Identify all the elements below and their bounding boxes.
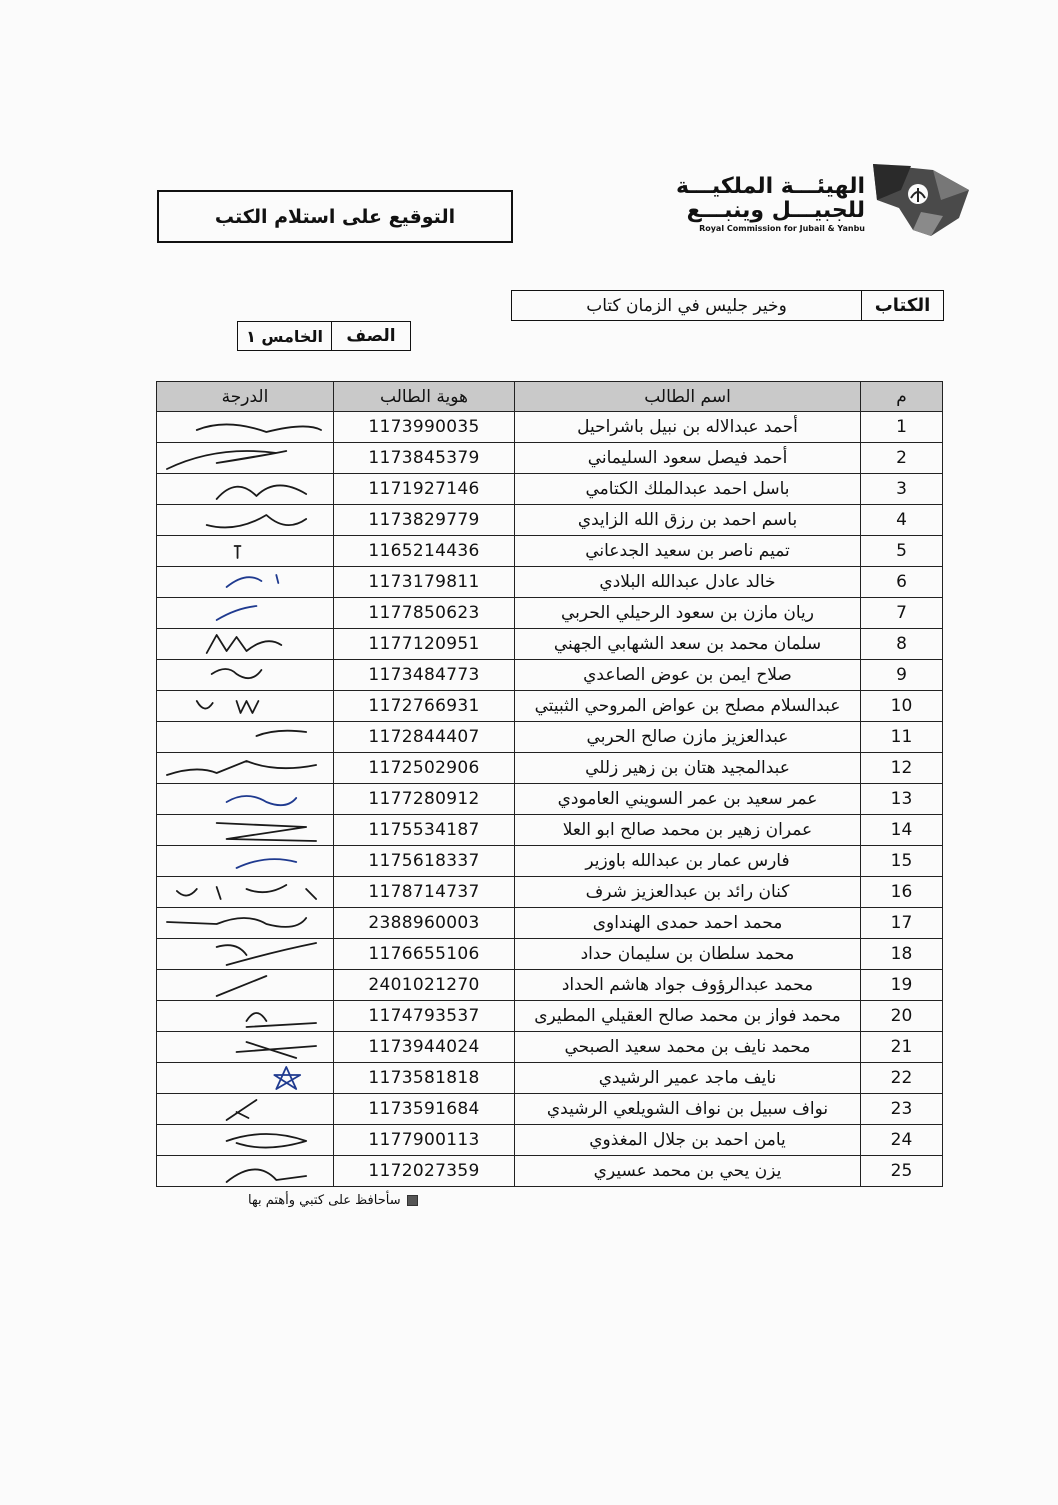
table-row xyxy=(157,939,943,970)
student-name: أحمد فيصل سعود السليماني xyxy=(515,443,861,474)
students-table xyxy=(156,381,943,1187)
signature-icon xyxy=(157,846,333,876)
row-number: 11 xyxy=(861,722,943,753)
table-row xyxy=(157,1125,943,1156)
table-row xyxy=(157,1032,943,1063)
student-id: 2401021270 xyxy=(334,970,515,1001)
student-name: عمر سعيد بن عمر السويني العامودي xyxy=(515,784,861,815)
commission-logo xyxy=(675,160,977,240)
student-name: باسل احمد عبدالملك الكتامي xyxy=(515,474,861,505)
student-id: 1178714737 xyxy=(334,877,515,908)
table-row xyxy=(157,970,943,1001)
row-number: 17 xyxy=(861,908,943,939)
student-id: 1172027359 xyxy=(334,1156,515,1187)
row-number: 21 xyxy=(861,1032,943,1063)
header-id: هوية الطالب xyxy=(334,382,515,412)
signature-icon xyxy=(157,1156,333,1186)
row-number: 4 xyxy=(861,505,943,536)
student-id: 1173845379 xyxy=(334,443,515,474)
student-name: عبدالمجيد هتان بن زهير زللي xyxy=(515,753,861,784)
grade-signature xyxy=(157,1001,334,1032)
signature-icon xyxy=(157,753,333,783)
class-value: الخامس ١ xyxy=(246,326,323,346)
signature-icon xyxy=(157,970,333,1000)
student-name: محمد احمد حمدى الهنداوى xyxy=(515,908,861,939)
signature-icon xyxy=(157,691,333,721)
grade-signature xyxy=(157,691,334,722)
logo-english-name: Royal Commission for Jubail & Yanbu xyxy=(699,224,865,233)
row-number: 22 xyxy=(861,1063,943,1094)
book-label: الكتاب xyxy=(861,291,943,320)
row-number: 14 xyxy=(861,815,943,846)
signature-icon xyxy=(157,815,333,845)
bullet-icon xyxy=(407,1195,418,1206)
table-row xyxy=(157,753,943,784)
student-id: 1172844407 xyxy=(334,722,515,753)
book-field xyxy=(511,290,944,321)
student-name: محمد عبدالرؤوف جواد هاشم الحداد xyxy=(515,970,861,1001)
footer-note-text: سأحافظ على كتبي وأهتم بها xyxy=(248,1193,401,1208)
row-number: 25 xyxy=(861,1156,943,1187)
signature-icon xyxy=(157,1001,333,1031)
grade-signature xyxy=(157,1094,334,1125)
signature-icon xyxy=(157,1063,333,1093)
signature-icon xyxy=(157,629,333,659)
grade-signature xyxy=(157,908,334,939)
row-number: 13 xyxy=(861,784,943,815)
student-id: 1175618337 xyxy=(334,846,515,877)
table-row xyxy=(157,474,943,505)
row-number: 20 xyxy=(861,1001,943,1032)
student-id: 1173829779 xyxy=(334,505,515,536)
row-number: 15 xyxy=(861,846,943,877)
grade-signature xyxy=(157,815,334,846)
header-grade: الدرجة xyxy=(157,382,334,412)
row-number: 6 xyxy=(861,567,943,598)
row-number: 5 xyxy=(861,536,943,567)
student-name: خالد عادل عبدالله البلادي xyxy=(515,567,861,598)
grade-signature xyxy=(157,536,334,567)
signature-icon xyxy=(157,939,333,969)
student-id: 1176655106 xyxy=(334,939,515,970)
student-id: 1173179811 xyxy=(334,567,515,598)
table-row xyxy=(157,877,943,908)
grade-signature xyxy=(157,412,334,443)
signature-icon xyxy=(157,877,333,907)
student-id: 1171927146 xyxy=(334,474,515,505)
table-row xyxy=(157,1094,943,1125)
signature-icon xyxy=(157,598,333,628)
header-name: اسم الطالب xyxy=(515,382,861,412)
grade-signature xyxy=(157,474,334,505)
row-number: 1 xyxy=(861,412,943,443)
student-name: يزن يحي بن محمد عسيري xyxy=(515,1156,861,1187)
row-number: 23 xyxy=(861,1094,943,1125)
logo-arabic-line1: الهيئـــة الملكيـــة xyxy=(675,174,865,199)
grade-signature xyxy=(157,1063,334,1094)
table-row xyxy=(157,908,943,939)
row-number: 24 xyxy=(861,1125,943,1156)
student-name: ريان مازن بن سعود الرحيلي الحربي xyxy=(515,598,861,629)
signature-icon xyxy=(157,660,333,690)
footer-note xyxy=(248,1193,418,1208)
student-name: محمد سلطان بن سليمان حداد xyxy=(515,939,861,970)
student-id: 1177900113 xyxy=(334,1125,515,1156)
grade-signature xyxy=(157,598,334,629)
row-number: 16 xyxy=(861,877,943,908)
student-name: سلمان محمد بن سعد الشهابي الجهني xyxy=(515,629,861,660)
signature-icon xyxy=(157,1094,333,1124)
row-number: 2 xyxy=(861,443,943,474)
grade-signature xyxy=(157,784,334,815)
row-number: 8 xyxy=(861,629,943,660)
student-name: عبدالعزيز مازن صالح الحربي xyxy=(515,722,861,753)
student-name: نايف ماجد عمير الرشيدي xyxy=(515,1063,861,1094)
student-id: 1173944024 xyxy=(334,1032,515,1063)
table-row xyxy=(157,536,943,567)
student-id: 1173990035 xyxy=(334,412,515,443)
student-id: 1177120951 xyxy=(334,629,515,660)
student-id: 2388960003 xyxy=(334,908,515,939)
student-id: 1165214436 xyxy=(334,536,515,567)
student-id: 1173591684 xyxy=(334,1094,515,1125)
grade-signature xyxy=(157,1032,334,1063)
table-row xyxy=(157,722,943,753)
table-row xyxy=(157,598,943,629)
grade-signature xyxy=(157,753,334,784)
row-number: 18 xyxy=(861,939,943,970)
grade-signature xyxy=(157,629,334,660)
logo-arabic-line2: للجبيـــل وينبـــع xyxy=(686,198,865,223)
table-row xyxy=(157,1063,943,1094)
grade-signature xyxy=(157,846,334,877)
student-id: 1177280912 xyxy=(334,784,515,815)
signature-icon xyxy=(157,784,333,814)
signature-icon xyxy=(157,567,333,597)
student-name: عبدالسلام مصلح بن عواض المروحي الثبيتي xyxy=(515,691,861,722)
table-row xyxy=(157,660,943,691)
grade-signature xyxy=(157,1156,334,1187)
student-id: 1174793537 xyxy=(334,1001,515,1032)
student-id: 1172502906 xyxy=(334,753,515,784)
signature-icon xyxy=(157,443,333,473)
student-id: 1177850623 xyxy=(334,598,515,629)
table-row xyxy=(157,567,943,598)
grade-signature xyxy=(157,722,334,753)
student-name: تميم ناصر بن سعيد الجدعاني xyxy=(515,536,861,567)
class-field xyxy=(237,321,411,351)
student-name: عمران زهير بن محمد صالح ابو العلا xyxy=(515,815,861,846)
table-row xyxy=(157,1156,943,1187)
row-number: 12 xyxy=(861,753,943,784)
student-name: نواف سبيل بن نواف الشويلعي الرشيدي xyxy=(515,1094,861,1125)
student-name: محمد نايف بن محمد سعيد الصبحي xyxy=(515,1032,861,1063)
table-row xyxy=(157,629,943,660)
student-id: 1173581818 xyxy=(334,1063,515,1094)
student-name: فارس عمار بن عبدالله باوزير xyxy=(515,846,861,877)
table-row xyxy=(157,815,943,846)
student-id: 1175534187 xyxy=(334,815,515,846)
table-row xyxy=(157,1001,943,1032)
emblem-icon xyxy=(871,160,975,238)
row-number: 7 xyxy=(861,598,943,629)
book-value: وخير جليس في الزمان كتاب xyxy=(586,295,787,316)
table-row xyxy=(157,505,943,536)
grade-signature xyxy=(157,505,334,536)
signature-icon xyxy=(157,474,333,504)
grade-signature xyxy=(157,567,334,598)
grade-signature xyxy=(157,1125,334,1156)
row-number: 3 xyxy=(861,474,943,505)
student-name: صلاح ايمن بن عوض الصاعدي xyxy=(515,660,861,691)
signature-icon xyxy=(157,536,333,566)
signature-icon xyxy=(157,412,333,442)
signature-icon xyxy=(157,1125,333,1155)
student-name: باسم احمد بن رزق الله الزايدي xyxy=(515,505,861,536)
student-name: كنان رائد بن عبدالعزيز شرف xyxy=(515,877,861,908)
student-id: 1173484773 xyxy=(334,660,515,691)
grade-signature xyxy=(157,877,334,908)
header-num: م xyxy=(861,382,943,412)
signature-icon xyxy=(157,505,333,535)
grade-signature xyxy=(157,970,334,1001)
grade-signature xyxy=(157,939,334,970)
table-row xyxy=(157,691,943,722)
grade-signature xyxy=(157,443,334,474)
table-row xyxy=(157,784,943,815)
class-label: الصف xyxy=(331,322,410,350)
signature-icon xyxy=(157,908,333,938)
table-row xyxy=(157,412,943,443)
page-title: التوقيع على استلام الكتب xyxy=(157,190,513,243)
signature-icon xyxy=(157,722,333,752)
signature-icon xyxy=(157,1032,333,1062)
row-number: 19 xyxy=(861,970,943,1001)
table-row xyxy=(157,443,943,474)
student-name: محمد فواز بن محمد صالح العقيلي المطيرى xyxy=(515,1001,861,1032)
student-name: أحمد عبدالاله بن نبيل باشراحيل xyxy=(515,412,861,443)
student-id: 1172766931 xyxy=(334,691,515,722)
row-number: 9 xyxy=(861,660,943,691)
student-name: يامن احمد بن جلال المغذوي xyxy=(515,1125,861,1156)
table-header-row xyxy=(157,382,943,412)
table-row xyxy=(157,846,943,877)
grade-signature xyxy=(157,660,334,691)
row-number: 10 xyxy=(861,691,943,722)
